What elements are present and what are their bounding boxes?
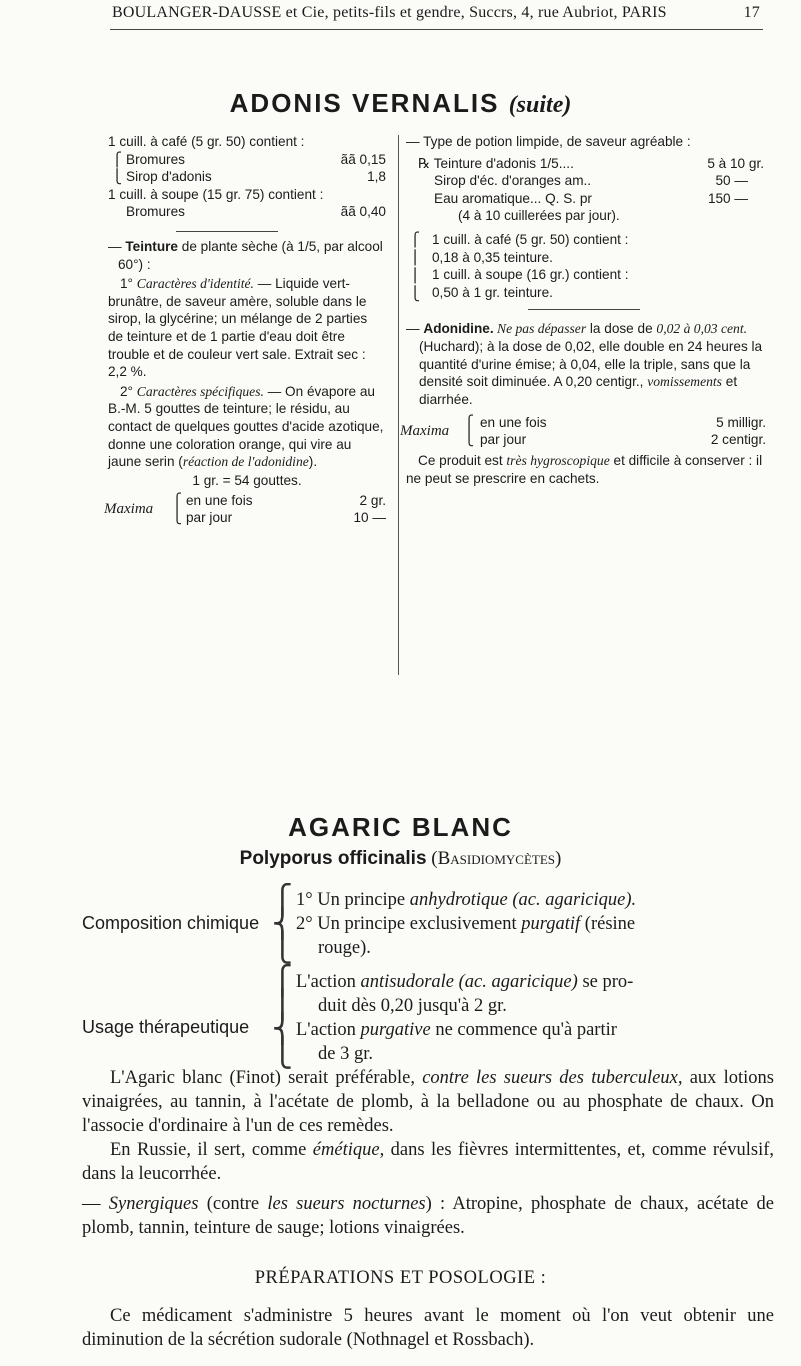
adonis-title: ADONIS VERNALIS (229, 88, 500, 118)
emphasis: vomissements (647, 374, 722, 390)
emphasis: Ne pas dépasser (493, 321, 587, 337)
text-fragment: et difficile à conserver : il ne peut se prescrire en cachets. (406, 453, 763, 486)
maxima-label-once: en une fois (186, 493, 253, 509)
list-item (296, 970, 776, 994)
usage-list (296, 970, 776, 1066)
caracteres-identite-title: Caractères d'identité. (136, 276, 254, 292)
text-fragment: L'action (296, 972, 361, 992)
text-fragment: (résine (580, 914, 636, 934)
caracteres-specifiques-text: — On évapore au B.-M. 5 gouttes de teinture; le résidu, au contact de quelques gouttes d'acide azotique, donne une coloration orange, qui vire au jaune serin ( (108, 383, 384, 470)
adonis-title-suffix: (suite) (508, 92, 572, 118)
formula-line (406, 190, 772, 208)
text-fragment: L'Agaric blanc (Finot) serait préférable, (110, 1068, 423, 1088)
item-number: 1° (120, 276, 137, 292)
formula-label: Eau aromatique... Q. S. pr (434, 190, 592, 206)
column-divider (398, 135, 399, 675)
hygroscopique-note (406, 452, 772, 487)
agaric-subtitle (0, 848, 801, 870)
family-name: (Basidiomycètes) (426, 848, 562, 869)
emphasis: contre les sueurs des tuberculeux, (422, 1068, 683, 1088)
list-item (296, 888, 776, 912)
paragraph: Ce médicament s'administre 5 heures avant le moment où l'on veut obtenir une diminution de la sécrétion sudorale (Nothnagel et Rossbach). (82, 1306, 774, 1350)
latin-name: Polyporus officinalis (239, 848, 427, 869)
text-fragment: et diarrhée. (419, 374, 738, 407)
text-fragment: Ce produit est (418, 453, 507, 469)
text-fragment: — (82, 1194, 109, 1214)
teinture-text: de plante sèche (à 1/5, par alcool 60°) : (118, 238, 383, 272)
potion-type: — Type de potion limpide, de saveur agréable : (406, 134, 691, 149)
formula-label: Bromures (126, 204, 185, 220)
gouttes-line: 1 gr. = 54 gouttes. (192, 472, 302, 488)
formula-label: Bromures (126, 151, 185, 167)
paragraph (82, 1066, 774, 1138)
text-fragment: En Russie, il sert, comme (110, 1140, 313, 1160)
formula-line (406, 155, 772, 173)
emphasis: anhydrotique (ac. agaricique). (409, 890, 637, 910)
text-fragment: aux lotions vinaigrées, au tannin, à l'acétate de plomb, à la belladone ou au phosphate de chaux. On l'associe d'ordinaire à l'un de ces remèdes. (82, 1068, 774, 1136)
usage-label: Usage thérapeutique (82, 1017, 250, 1037)
text-fragment: (contre (198, 1194, 268, 1214)
emphasis: purgative (360, 1020, 431, 1040)
formula-value: 50 — (715, 173, 748, 189)
caracteres-specifiques-title: Caractères spécifiques. (136, 383, 264, 399)
section-title-adonis (0, 88, 801, 119)
list-item: duit dès 0,20 jusqu'à 2 gr. (318, 996, 507, 1016)
dose-line: 1 cuill. à soupe (16 gr.) contient : (432, 267, 629, 283)
maxima-value-once: 2 gr. (359, 493, 386, 509)
maxima-label-day: par jour (186, 510, 233, 526)
formula-label: Sirop d'éc. d'oranges am.. (434, 173, 592, 189)
separator-rule (528, 309, 640, 310)
emphasis: les sueurs nocturnes (267, 1194, 426, 1214)
formula-line (108, 203, 386, 221)
maxima-value-once: 5 milligr. (716, 415, 766, 431)
list-item: rouge). (318, 938, 371, 958)
formula-value: 150 — (707, 190, 748, 206)
reaction-name: réaction de l'adonidine (182, 454, 309, 470)
caracteres-identite (108, 275, 386, 381)
formula-label: Sirop d'adonis (126, 169, 212, 185)
running-head-text: BOULANGER-DAUSSE et Cie, petits-fils et gendre, Succrs, 4, rue Aubriot, PARIS (112, 4, 667, 21)
page-number: 17 (743, 4, 760, 21)
adonidine-heading: Adonidine. (423, 321, 494, 337)
list-item: de 3 gr. (318, 1044, 373, 1064)
dose-line: 1 cuill. à soupe (15 gr. 75) contient : (108, 186, 324, 202)
dose-line: 1 cuill. à café (5 gr. 50) contient : (432, 231, 629, 247)
paragraph (82, 1138, 774, 1186)
caracteres-specifiques (108, 383, 386, 471)
maxima-value-day: 10 — (353, 510, 386, 526)
adonidine-paragraph: — Adonidine. Ne pas dépasser la dose de 0,02 à 0,03 cent. (Huchard); à la dose de 0,02, elle double en 24 heures la quantité d'urine émise; à 0,04, elle la triple, sans que la densité soit diminuée. A 0,20 centigr., vomissements et diarrhée. (406, 321, 763, 407)
caracteres-identite-text: — Liquide vert-brunâtre, de saveur amère, soluble dans le sirop, la glycérine; un mélange de 2 parties de teinture et de 1 partie d'eau doit être trouble et de couleur vert sale. Extrait sec : 2,2 %. (108, 276, 368, 380)
item-number: 2° (120, 383, 137, 399)
text-fragment: 1° Un principe (296, 890, 410, 910)
formula-line: ⎩ Sirop d'adonis 1,8 (112, 169, 386, 185)
text-fragment: ) : Atropine, phosphate de chaux, acétate de plomb, tannin, teinture de sauge; lotions vinaigrées. (82, 1194, 775, 1238)
dose-line: 0,18 à 0,35 teinture. (432, 249, 553, 265)
header-rule (110, 29, 763, 30)
maxima-label: Maxima (400, 423, 450, 440)
formula-value: 1,8 (367, 169, 386, 185)
formula-label: ℞ Teinture d'adonis 1/5.... (418, 155, 574, 171)
maxima-block: Maxima ⎧ ⎩ en une fois 5 milligr. par jour 2 centigr. (400, 415, 766, 448)
text-fragment: 2° Un principe exclusivement (296, 914, 522, 934)
emphasis: antisudorale (ac. agaricique) (360, 972, 578, 992)
maxima-label-day: par jour (480, 432, 527, 448)
teinture-heading: Teinture (125, 238, 178, 254)
running-head (112, 4, 760, 22)
formula-line: ⎧ Bromures ãã 0,15 (112, 151, 386, 167)
text-fragment: , dans les fièvres intermittentes, et, comme révulsif, dans la leucorrhée. (82, 1140, 774, 1184)
text-fragment: ne commence qu'à partir (430, 1020, 617, 1040)
preparations-heading: PRÉPARATIONS ET POSOLOGIE : (254, 1268, 547, 1288)
list-item (296, 1018, 776, 1042)
brace-icon: ⎧ ⎨ ⎩ (272, 885, 293, 964)
formula-note: (4 à 10 cuillerées par jour). (458, 208, 620, 224)
maxima-label-once: en une fois (480, 415, 547, 431)
text-fragment: ). (308, 454, 318, 470)
emphasis: Synergiques (108, 1194, 199, 1214)
posologie-paragraph (82, 1304, 774, 1352)
dose-line: 1 cuill. à café (5 gr. 50) contient : (108, 134, 305, 149)
maxima-value-day: 2 centigr. (710, 432, 766, 448)
teinture-paragraph: — Teinture de plante sèche (à 1/5, par alcool 60°) : (108, 238, 383, 272)
text-fragment: se pro- (577, 972, 634, 992)
agaric-body (82, 1066, 774, 1240)
adonis-left-column (104, 133, 386, 528)
section-title-agaric: AGARIC BLANC (288, 812, 513, 842)
formula-value: ãã 0,15 (340, 151, 386, 167)
dose-line: 0,50 à 1 gr. teinture. (432, 284, 553, 300)
text-fragment: la dose de (586, 321, 657, 337)
formula-value: ãã 0,40 (340, 204, 386, 220)
paragraph (82, 1192, 774, 1240)
brace-icon: ⎧ ⎪ ⎨ ⎩ (272, 966, 293, 1069)
adonis-right-column (400, 133, 772, 488)
dose-block: ⎧ ⎪ ⎪ ⎩ 1 cuill. à café (5 gr. 50) contient : 0,18 à 0,35 teinture. 1 cuill. à soupe (16 gr.) contient : 0,50 à 1 gr. teinture. (406, 231, 772, 301)
text-fragment: L'action (296, 1020, 361, 1040)
maxima-label: Maxima (104, 501, 154, 518)
composition-label: Composition chimique (82, 913, 260, 933)
emphasis: purgatif (521, 914, 581, 934)
dose-emphasis: 0,02 à 0,03 cent. (656, 321, 748, 337)
formula-value: 5 à 10 gr. (707, 155, 764, 171)
composition-list (296, 888, 776, 960)
list-item (296, 912, 776, 936)
emphasis: très hygroscopique (506, 453, 610, 469)
formula-line (406, 172, 772, 190)
emphasis: émétique (312, 1140, 380, 1160)
maxima-block: Maxima ⎧ ⎩ en une fois 2 gr. par jour 10 — (104, 493, 386, 526)
separator-rule (176, 231, 278, 232)
text-fragment: (Huchard); à la dose de 0,02, elle double en 24 heures la quantité d'urine émise; à 0,04, elle la triple, sans que la densité soit diminuée. A 0,20 centigr., (419, 338, 763, 390)
